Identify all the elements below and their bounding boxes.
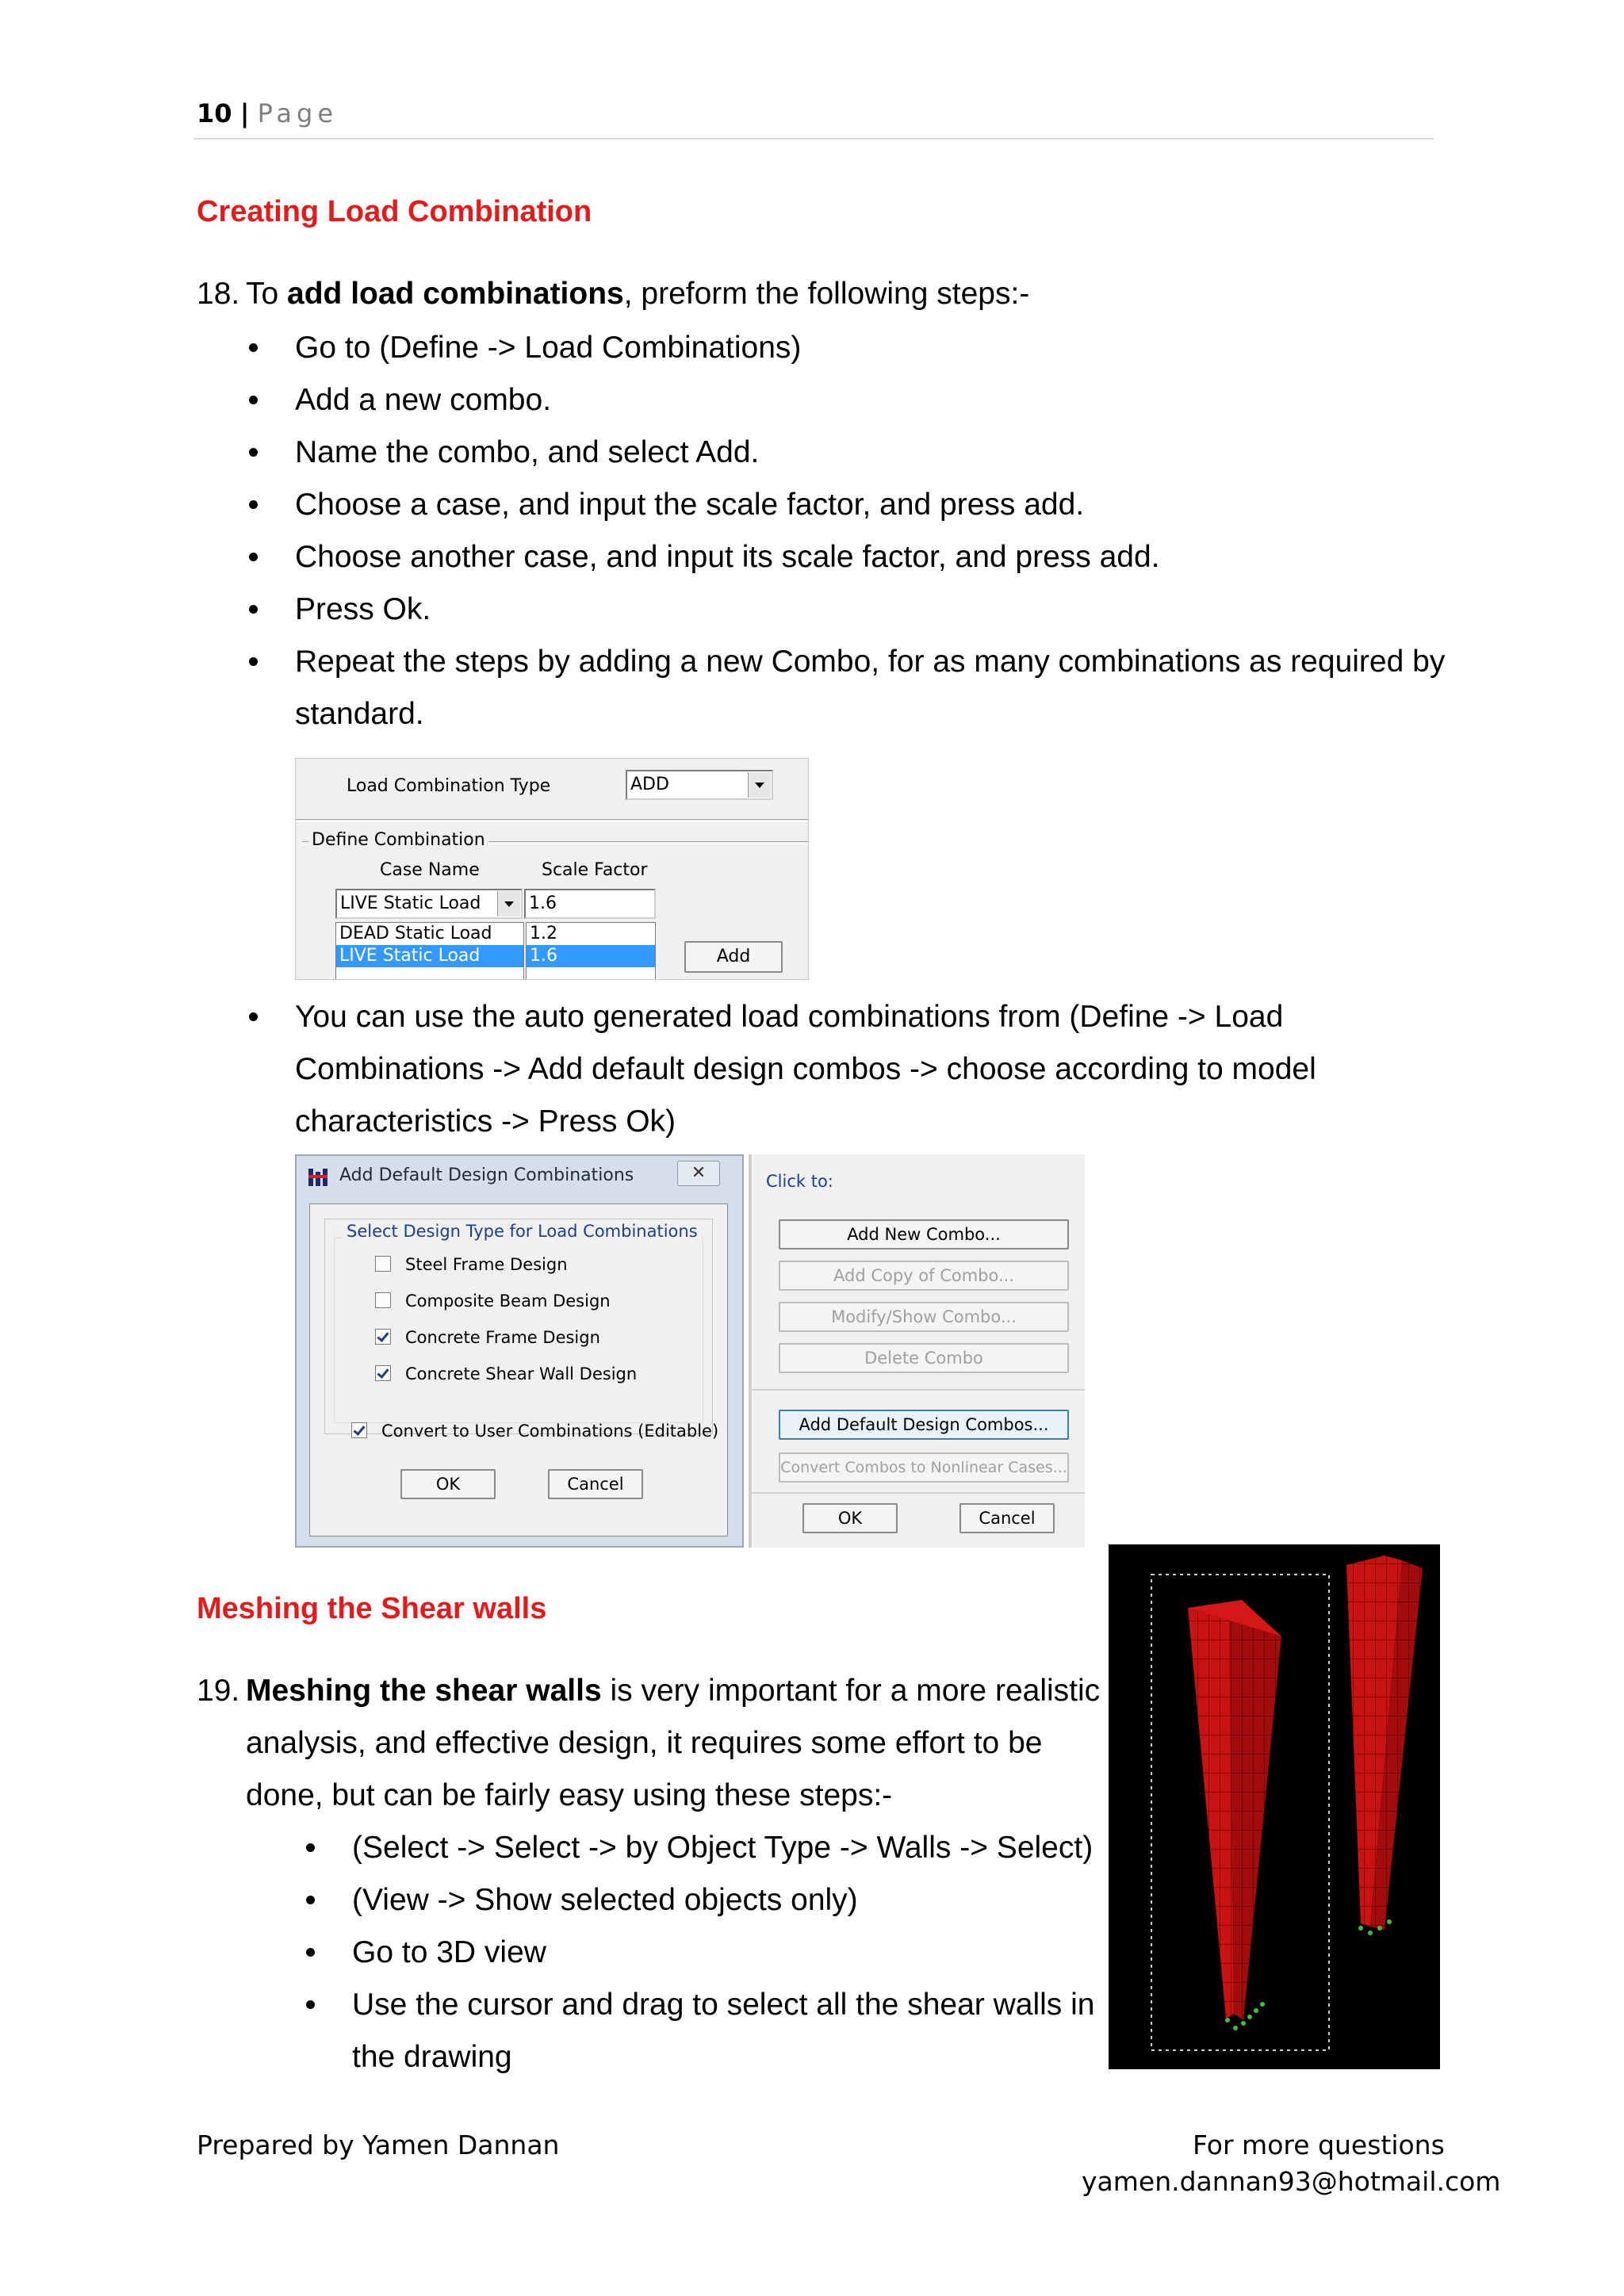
case-list[interactable] bbox=[335, 922, 524, 980]
checkbox-checked-icon bbox=[375, 1365, 391, 1381]
factor-list[interactable] bbox=[526, 922, 656, 980]
shear-walls-3d-view bbox=[1109, 1544, 1440, 2069]
shear-walls-image bbox=[1109, 1544, 1440, 2069]
combo-type-dropdown[interactable]: ADD bbox=[626, 770, 773, 800]
auto-combo-note bbox=[295, 991, 1453, 1148]
section-title-load-combination: Creating Load Combination bbox=[197, 195, 592, 228]
chevron-down-icon[interactable] bbox=[497, 891, 520, 916]
modify-show-combo-button[interactable]: Modify/Show Combo... bbox=[779, 1302, 1069, 1332]
header-rule bbox=[193, 138, 1434, 140]
convert-combos-button[interactable]: Convert Combos to Nonlinear Cases... bbox=[779, 1452, 1069, 1483]
list-item: You can use the auto generated load combinations from (Define -> Load bbox=[295, 991, 1453, 1043]
scale-factor-input[interactable]: 1.6 bbox=[524, 889, 656, 919]
list-item[interactable]: 1.2 bbox=[530, 924, 557, 943]
ok-button[interactable]: OK bbox=[400, 1469, 496, 1499]
load-combination-dialog bbox=[295, 758, 809, 980]
list-item: Choose another case, and input its scale factor, and press add. bbox=[295, 531, 1453, 584]
page-number: 10 bbox=[197, 98, 232, 128]
page-word: Page bbox=[257, 98, 339, 128]
checkbox-icon bbox=[375, 1292, 391, 1308]
combo-actions-panel bbox=[749, 1154, 1085, 1548]
click-to-label: Click to: bbox=[766, 1172, 833, 1191]
dialog-client bbox=[309, 1203, 728, 1536]
add-copy-combo-button[interactable]: Add Copy of Combo... bbox=[779, 1261, 1069, 1291]
define-combination-label: Define Combination bbox=[308, 830, 488, 850]
close-icon[interactable]: ✕ bbox=[677, 1161, 720, 1186]
load-combo-steps bbox=[295, 322, 1453, 740]
step-intro-bold: add load combinations bbox=[287, 277, 624, 311]
list-item-continuation: Combinations -> Add default design combos -> choose according to model bbox=[295, 1052, 1316, 1086]
list-item: Go to (Define -> Load Combinations) bbox=[295, 322, 1453, 374]
list-item-selected[interactable]: LIVE Static Load bbox=[336, 945, 523, 967]
add-default-design-combos-button[interactable]: Add Default Design Combos... bbox=[779, 1410, 1069, 1440]
list-item-selected[interactable]: 1.6 bbox=[527, 945, 655, 967]
checkbox-convert-user-combos[interactable]: Convert to User Combinations (Editable) bbox=[351, 1420, 718, 1442]
list-item: Press Ok. bbox=[295, 584, 1453, 636]
checkbox-checked-icon bbox=[375, 1329, 391, 1345]
list-item: Add a new combo. bbox=[295, 374, 1453, 427]
list-item: Use the cursor and drag to select all the shear walls in bbox=[352, 1979, 1097, 2031]
design-type-label: Select Design Type for Load Combinations bbox=[343, 1222, 701, 1241]
step-intro-post: , preform the following steps:- bbox=[623, 277, 1030, 311]
list-item-continuation: the drawing bbox=[352, 2040, 512, 2074]
case-name-header: Case Name bbox=[380, 860, 480, 880]
app-icon bbox=[308, 1167, 330, 1188]
checkbox-steel-frame[interactable]: Steel Frame Design bbox=[375, 1253, 568, 1276]
combo-type-label: Load Combination Type bbox=[347, 776, 551, 796]
list-item: (Select -> Select -> by Object Type -> Walls -> Select) bbox=[352, 1822, 1097, 1874]
case-name-dropdown[interactable]: LIVE Static Load bbox=[335, 889, 523, 919]
list-item: Go to 3D view bbox=[352, 1927, 1097, 1979]
checkbox-icon bbox=[375, 1256, 391, 1272]
add-new-combo-button[interactable]: Add New Combo... bbox=[779, 1219, 1069, 1249]
step-intro-pre: To bbox=[246, 277, 288, 311]
scale-factor-header: Scale Factor bbox=[542, 860, 648, 880]
list-item-continuation: standard. bbox=[295, 697, 424, 731]
meshing-steps bbox=[352, 1822, 1097, 2084]
checkbox-checked-icon bbox=[351, 1422, 367, 1438]
list-item: Name the combo, and select Add. bbox=[295, 427, 1453, 479]
ok-button[interactable]: OK bbox=[802, 1503, 898, 1533]
list-item[interactable]: DEAD Static Load bbox=[339, 924, 492, 943]
footer-questions: For more questions bbox=[1193, 2130, 1445, 2160]
delete-combo-button[interactable]: Delete Combo bbox=[779, 1343, 1069, 1373]
cancel-button[interactable]: Cancel bbox=[548, 1469, 643, 1499]
checkbox-concrete-frame[interactable]: Concrete Frame Design bbox=[375, 1326, 600, 1349]
list-item: Repeat the steps by adding a new Combo, for as many combinations as required by bbox=[295, 636, 1453, 688]
checkbox-composite-beam[interactable]: Composite Beam Design bbox=[375, 1290, 611, 1312]
list-item: Choose a case, and input the scale factor, and press add. bbox=[295, 479, 1453, 531]
cancel-button[interactable]: Cancel bbox=[959, 1503, 1055, 1533]
header-separator: | bbox=[239, 98, 250, 128]
footer-author: Prepared by Yamen Dannan bbox=[197, 2130, 560, 2160]
step-bold: Meshing the shear walls bbox=[246, 1674, 602, 1708]
step-number: 19. bbox=[197, 1674, 240, 1708]
add-button[interactable]: Add bbox=[684, 941, 783, 973]
chevron-down-icon[interactable] bbox=[748, 772, 771, 798]
dialog-title: Add Default Design Combinations bbox=[339, 1165, 634, 1185]
list-item-continuation: characteristics -> Press Ok) bbox=[295, 1104, 676, 1138]
footer-email[interactable]: yamen.dannan93@hotmail.com bbox=[1082, 2166, 1501, 2197]
dialog-titlebar bbox=[297, 1156, 742, 1200]
page-header bbox=[197, 98, 338, 128]
checkbox-concrete-shear-wall[interactable]: Concrete Shear Wall Design bbox=[375, 1363, 637, 1385]
default-design-combos-dialog bbox=[295, 1154, 744, 1548]
step-number: 18. bbox=[197, 277, 240, 311]
section-title-meshing: Meshing the Shear walls bbox=[197, 1592, 547, 1625]
list-item: (View -> Show selected objects only) bbox=[352, 1874, 1097, 1927]
